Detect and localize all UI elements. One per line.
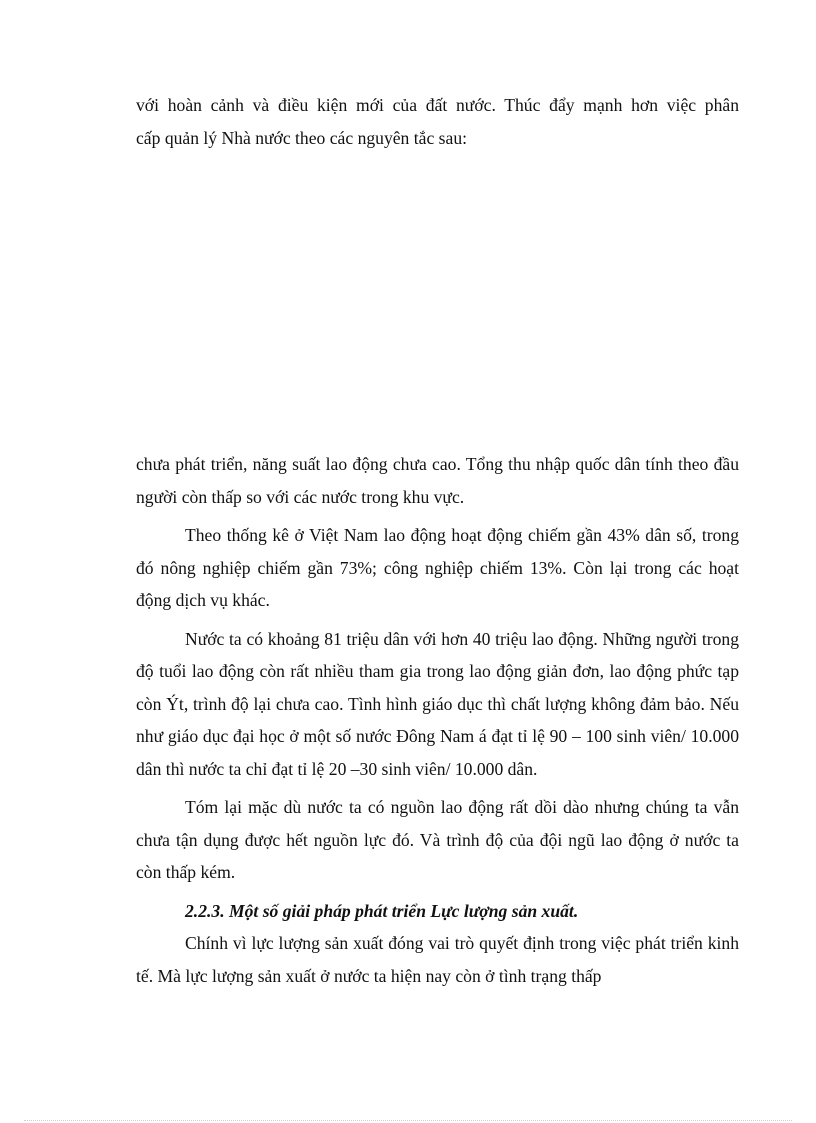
footer-dotted-rule [24, 1120, 792, 1121]
section-heading: 2.2.3. Một số giải pháp phát triển Lực lượng sản xuất. [185, 900, 579, 921]
paragraph-productivity: chưa phát triển, năng suất lao động chưa cao. Tổng thu nhập quốc dân tính theo đầu người còn thấp so với các nước trong khu vực. [136, 454, 739, 507]
main-text-block [136, 448, 739, 992]
paragraph-summary: Tóm lại mặc dù nước ta có nguồn lao động rất dồi dào nhưng chúng ta vẫn chưa tận dụng được hết nguồn lực đó. Và trình độ của đội ngũ lao động ở nước ta còn thấp kém. [136, 797, 739, 882]
top-line-2: cấp quản lý Nhà nước theo các nguyên tắc sau: [136, 127, 467, 148]
paragraph-population-education: Nước ta có khoảng 81 triệu dân với hơn 40 triệu lao động. Những người trong độ tuổi lao động còn rất nhiều tham gia trong lao động giản đơn, lao động phức tạp còn Ýt, trình độ lại chưa cao. Tình hình giáo dục thì chất lượng không đảm bảo. Nếu như giáo dục đại học ở một số nước Đông Nam á đạt tỉ lệ 90 – 100 sinh viên/ 10.000 dân thì nước ta chỉ đạt tỉ lệ 20 –30 sinh viên/ 10.000 dân. [136, 628, 739, 779]
top-text-block [136, 89, 739, 154]
top-line-1: với hoàn cảnh và điều kiện mới của đất nước. Thúc đẩy mạnh hơn việc phân [136, 95, 739, 115]
paragraph-solutions-intro: Chính vì lực lượng sản xuất đóng vai trò quyết định trong việc phát triển kinh tế. Mà lực lượng sản xuất ở nước ta hiện nay còn ở tình trạng thấp [136, 933, 739, 986]
paragraph-labor-statistics: Theo thống kê ở Việt Nam lao động hoạt động chiếm gần 43% dân số, trong đó nông nghiệp chiếm gần 73%; công nghiệp chiếm 13%. Còn lại trong các hoạt động dịch vụ khác. [136, 525, 739, 610]
